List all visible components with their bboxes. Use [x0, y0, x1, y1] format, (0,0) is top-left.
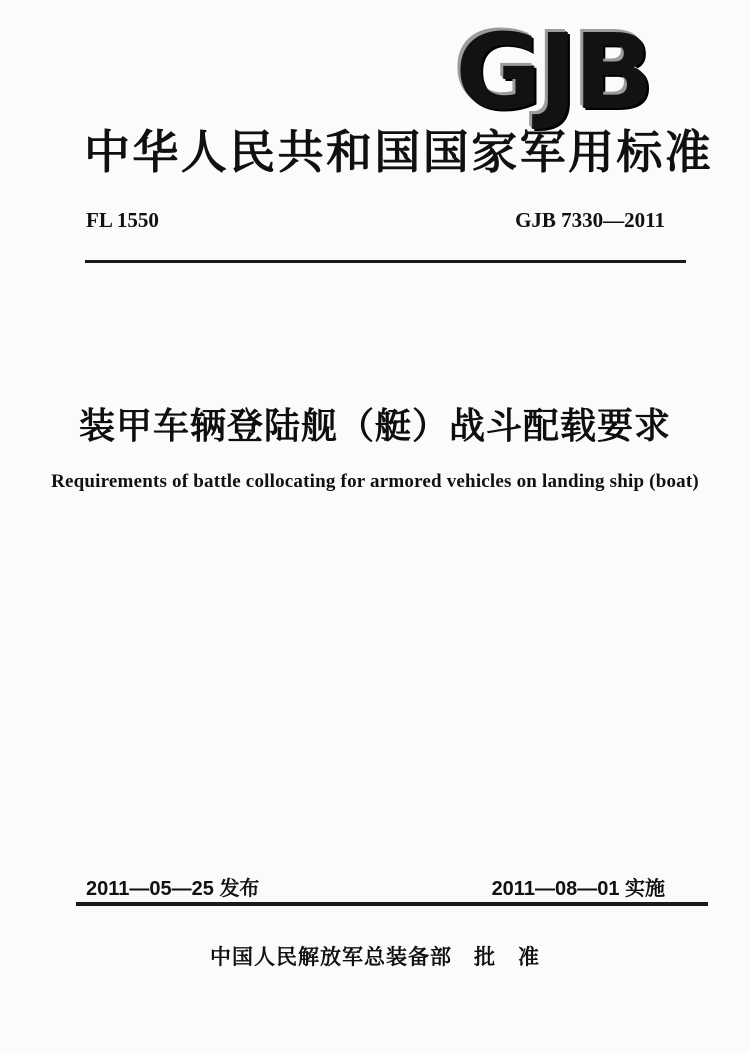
implementation-date: 2011—08—01 实施 — [491, 878, 665, 900]
standard-number: GJB 7330—2011 — [515, 208, 665, 232]
code-row — [86, 208, 665, 233]
classification-code: FL 1550 — [86, 208, 159, 232]
standard-type-heading: 中华人民共和国国家军用标准 — [84, 127, 714, 178]
issue-date: 2011—05—25 发布 — [86, 878, 260, 900]
header-divider-line — [85, 260, 686, 263]
approval-authority-line: 中国人民解放军总装备部 批 准 — [210, 946, 540, 969]
footer-divider-line — [76, 902, 708, 906]
document-title-english: Requirements of battle collocating for armored vehicles on landing ship (boat) — [51, 471, 699, 492]
gjb-logo: GJB — [454, 11, 650, 133]
document-title-chinese: 装甲车辆登陆舰（艇）战斗配载要求 — [78, 405, 671, 446]
dates-row — [86, 872, 665, 901]
